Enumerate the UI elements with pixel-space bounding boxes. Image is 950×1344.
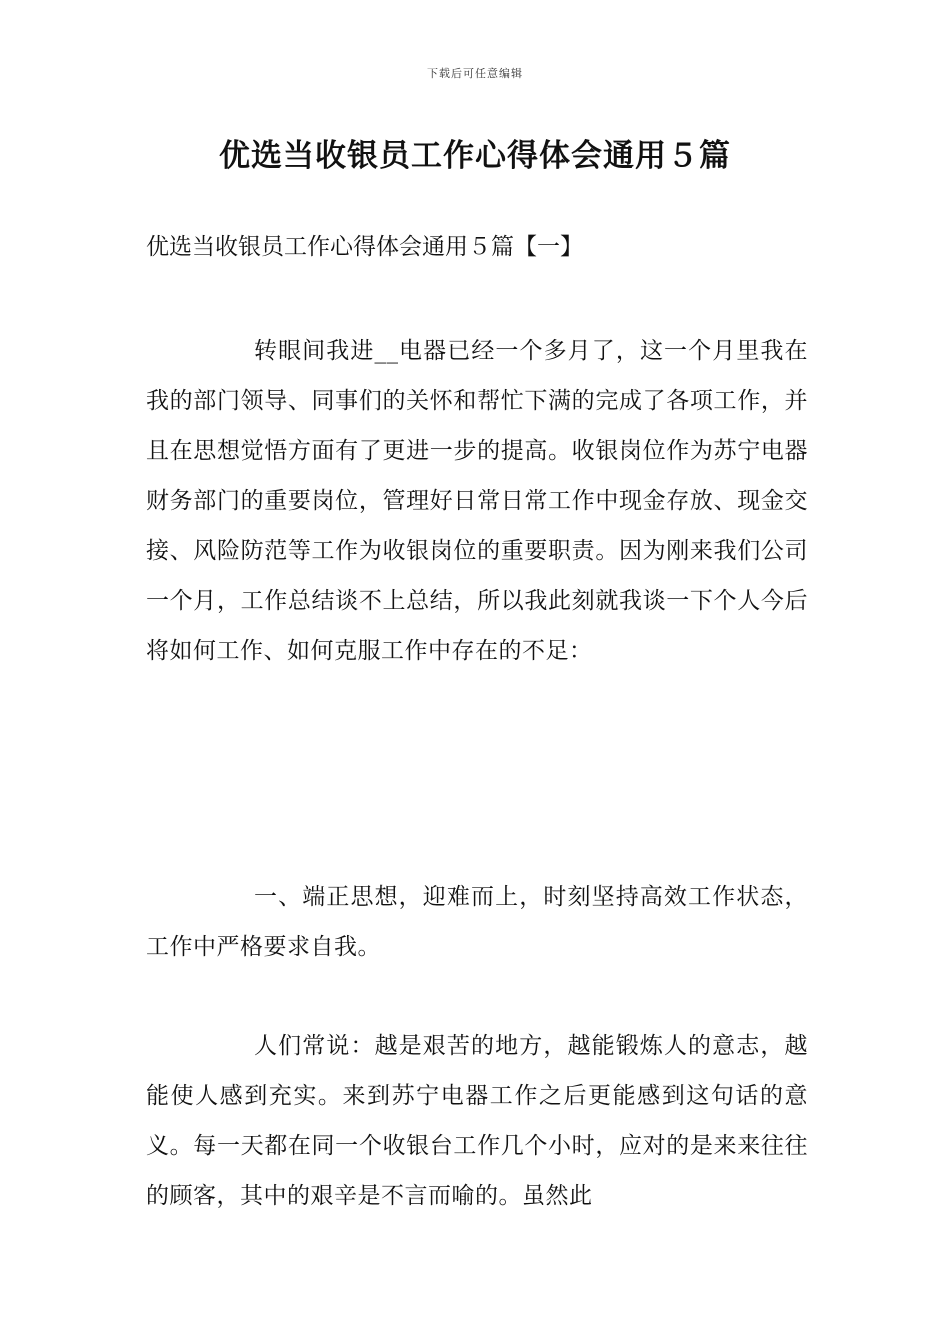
paragraph-body: 人们常说：越是艰苦的地方，越能锻炼人的意志，越能使人感到充实。来到苏宁电器工作之后更能感到这句话的意义。每一天都在同一个收银台工作几个小时，应对的是来来往往的顾客，其中的艰辛是不言而喻的。虽然此	[146, 1033, 808, 1209]
paragraph-point-one: 一、端正思想，迎难而上，时刻坚持高效工作状态，工作中严格要求自我。	[146, 884, 808, 960]
paragraph-intro: 转眼间我进__电器已经一个多月了，这一个月里我在我的部门领导、同事们的关怀和帮忙下满的完成了各项工作，并且在思想觉悟方面有了更进一步的提高。收银岗位作为苏宁电器财务部门的重要岗位，管理好日常日常工作中现金存放、现金交接、风险防范等工作为收银岗位的重要职责。因为刚来我们公司一个月，工作总结谈不上总结，所以我此刻就我谈一下个人今后将如何工作、如何克服工作中存在的不足：	[146, 338, 808, 664]
document-title: 优选当收银员工作心得体会通用５篇	[219, 138, 731, 174]
header-note: 下载后可任意编辑	[427, 67, 523, 80]
section-heading: 优选当收银员工作心得体会通用５篇【一】	[146, 234, 583, 260]
